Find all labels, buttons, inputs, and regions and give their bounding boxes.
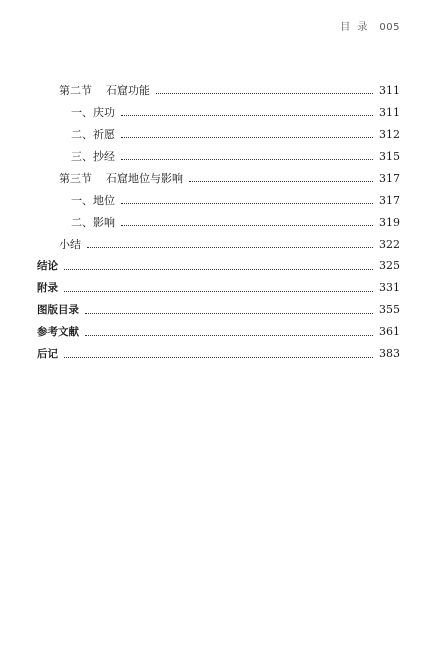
toc-entry-title: 二、祈愿 (71, 128, 115, 141)
toc-leader-dots (121, 115, 373, 116)
toc-entry-page: 311 (379, 84, 400, 97)
toc-leader-dots (121, 203, 373, 204)
toc-entry-influence[interactable] (37, 214, 400, 236)
toc-entry-title: 一、庆功 (71, 106, 115, 119)
toc-entry-conclusion[interactable] (37, 258, 400, 280)
toc-entry-summary[interactable] (37, 236, 400, 258)
toc-entry-title: 一、地位 (71, 194, 115, 207)
toc-leader-dots (64, 357, 373, 358)
toc-entry-appendix[interactable] (37, 280, 400, 302)
toc-entry-page: 383 (379, 347, 400, 360)
toc-entry-page: 315 (379, 150, 400, 163)
toc-entry-page: 311 (379, 106, 400, 119)
toc-leader-dots (85, 335, 373, 336)
toc-entry-title: 第三节 石窟地位与影响 (59, 172, 183, 185)
header-section-title: 目 录 (340, 22, 370, 33)
toc-entry-section-2[interactable] (37, 82, 400, 104)
toc-entry-title: 附录 (37, 282, 58, 294)
toc-entry-sutra-copying[interactable] (37, 148, 400, 170)
toc-entry-prayer[interactable] (37, 126, 400, 148)
toc-entry-title: 第二节 石窟功能 (59, 84, 150, 97)
table-of-contents (37, 82, 400, 368)
toc-entry-section-3[interactable] (37, 170, 400, 192)
toc-entry-page: 325 (379, 259, 400, 272)
header-page-number: 005 (379, 22, 400, 33)
toc-leader-dots (121, 225, 373, 226)
toc-entry-page: 312 (379, 128, 400, 141)
toc-entry-page: 331 (379, 281, 400, 294)
toc-leader-dots (189, 181, 373, 182)
toc-entry-page: 361 (379, 325, 400, 338)
toc-entry-title: 参考文献 (37, 326, 79, 338)
toc-entry-page: 355 (379, 303, 400, 316)
toc-entry-title: 后记 (37, 348, 58, 360)
toc-entry-page: 317 (379, 172, 400, 185)
toc-leader-dots (85, 313, 373, 314)
toc-leader-dots (121, 137, 373, 138)
toc-entry-afterword[interactable] (37, 346, 400, 368)
toc-entry-title: 三、抄经 (71, 150, 115, 163)
toc-entry-title: 二、影响 (71, 216, 115, 229)
toc-entry-celebration[interactable] (37, 104, 400, 126)
toc-leader-dots (87, 247, 373, 248)
toc-entry-plate-list[interactable] (37, 302, 400, 324)
toc-leader-dots (64, 291, 373, 292)
toc-leader-dots (156, 93, 373, 94)
toc-leader-dots (64, 269, 373, 270)
toc-entry-references[interactable] (37, 324, 400, 346)
running-header (340, 18, 400, 33)
toc-entry-page: 322 (379, 238, 400, 251)
toc-entry-status[interactable] (37, 192, 400, 214)
toc-entry-title: 图版目录 (37, 304, 79, 316)
toc-entry-title: 结论 (37, 260, 58, 272)
toc-entry-page: 317 (379, 194, 400, 207)
toc-entry-title: 小结 (59, 238, 81, 251)
toc-leader-dots (121, 159, 373, 160)
toc-entry-page: 319 (379, 216, 400, 229)
